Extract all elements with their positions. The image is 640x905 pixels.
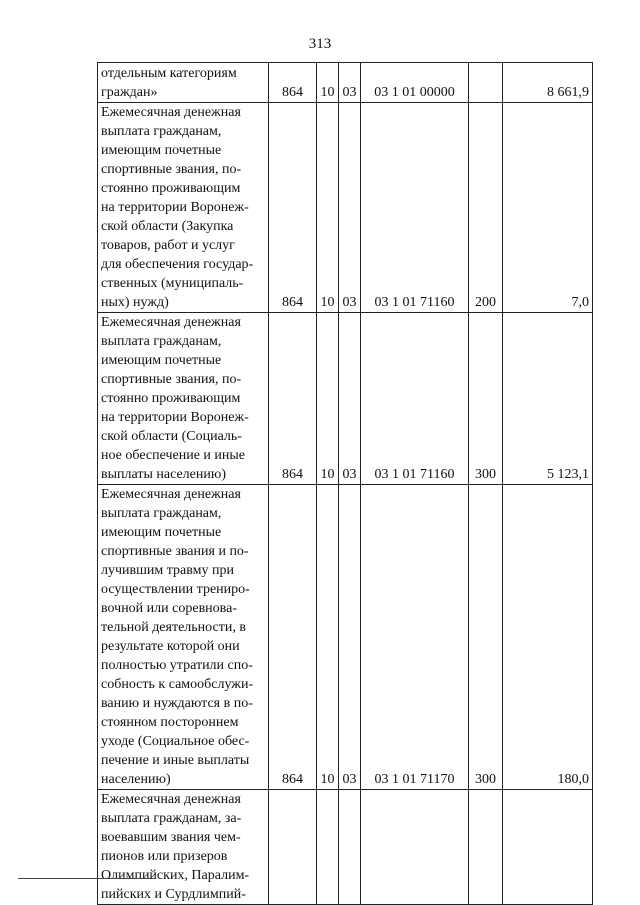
cell-csr: [361, 790, 469, 905]
cell-sum: 180,0: [503, 485, 593, 790]
cell-rz: [317, 790, 339, 905]
cell-pr: 03: [339, 313, 361, 485]
cell-vr: 300: [469, 313, 503, 485]
row-description: Ежемесячная денежная выплата гражданам, имеющим почетные спортивные звания, по- стоянно проживающим на территории Воронеж- ской области (Социаль- ное обеспечение и иные выплаты населению): [98, 313, 269, 485]
table-row: [98, 103, 593, 313]
table-row: [98, 63, 593, 103]
cell-csr: 03 1 01 71160: [361, 313, 469, 485]
cell-pr: [339, 790, 361, 905]
cell-gr: 864: [269, 103, 317, 313]
row-description: отдельным категориям граждан»: [98, 63, 269, 103]
cell-gr: 864: [269, 63, 317, 103]
cell-vr: 300: [469, 485, 503, 790]
cell-sum: 7,0: [503, 103, 593, 313]
budget-table: [97, 62, 593, 905]
cell-rz: 10: [317, 485, 339, 790]
cell-csr: 03 1 01 71170: [361, 485, 469, 790]
cell-gr: 864: [269, 313, 317, 485]
cell-rz: 10: [317, 313, 339, 485]
cell-vr: [469, 790, 503, 905]
table-row: [98, 313, 593, 485]
cell-rz: 10: [317, 103, 339, 313]
cell-csr: 03 1 01 00000: [361, 63, 469, 103]
cell-vr: 200: [469, 103, 503, 313]
cell-sum: [503, 790, 593, 905]
row-description: Ежемесячная денежная выплата гражданам, за- воевавшим звания чем- пионов или призеров Олимпийских, Паралим- пийских и Сурдлимпий-: [98, 790, 269, 905]
row-description: Ежемесячная денежная выплата гражданам, имеющим почетные спортивные звания и по- лучившим травму при осуществлении трениро- вочной или соревнова- тельной деятельности, в результате которой они полностью утратили спо- собность к самообслужи- ванию и нуждаются в по- стоянном постороннем уходе (Социальное обес- печение и иные выплаты населению): [98, 485, 269, 790]
page-number: 313: [308, 36, 332, 52]
cell-pr: 03: [339, 103, 361, 313]
table-row: [98, 485, 593, 790]
cell-vr: [469, 63, 503, 103]
cell-sum: 8 661,9: [503, 63, 593, 103]
cell-rz: 10: [317, 63, 339, 103]
cell-sum: 5 123,1: [503, 313, 593, 485]
cell-pr: 03: [339, 63, 361, 103]
cell-pr: 03: [339, 485, 361, 790]
row-description: Ежемесячная денежная выплата гражданам, имеющим почетные спортивные звания, по- стоянно проживающим на территории Воронеж- ской области (Закупка товаров, работ и услуг для обеспечения государ- ственных (муниципаль- ных) нужд): [98, 103, 269, 313]
cell-gr: 864: [269, 485, 317, 790]
footnote-rule: [18, 878, 154, 879]
cell-gr: [269, 790, 317, 905]
cell-csr: 03 1 01 71160: [361, 103, 469, 313]
table-row: [98, 790, 593, 905]
